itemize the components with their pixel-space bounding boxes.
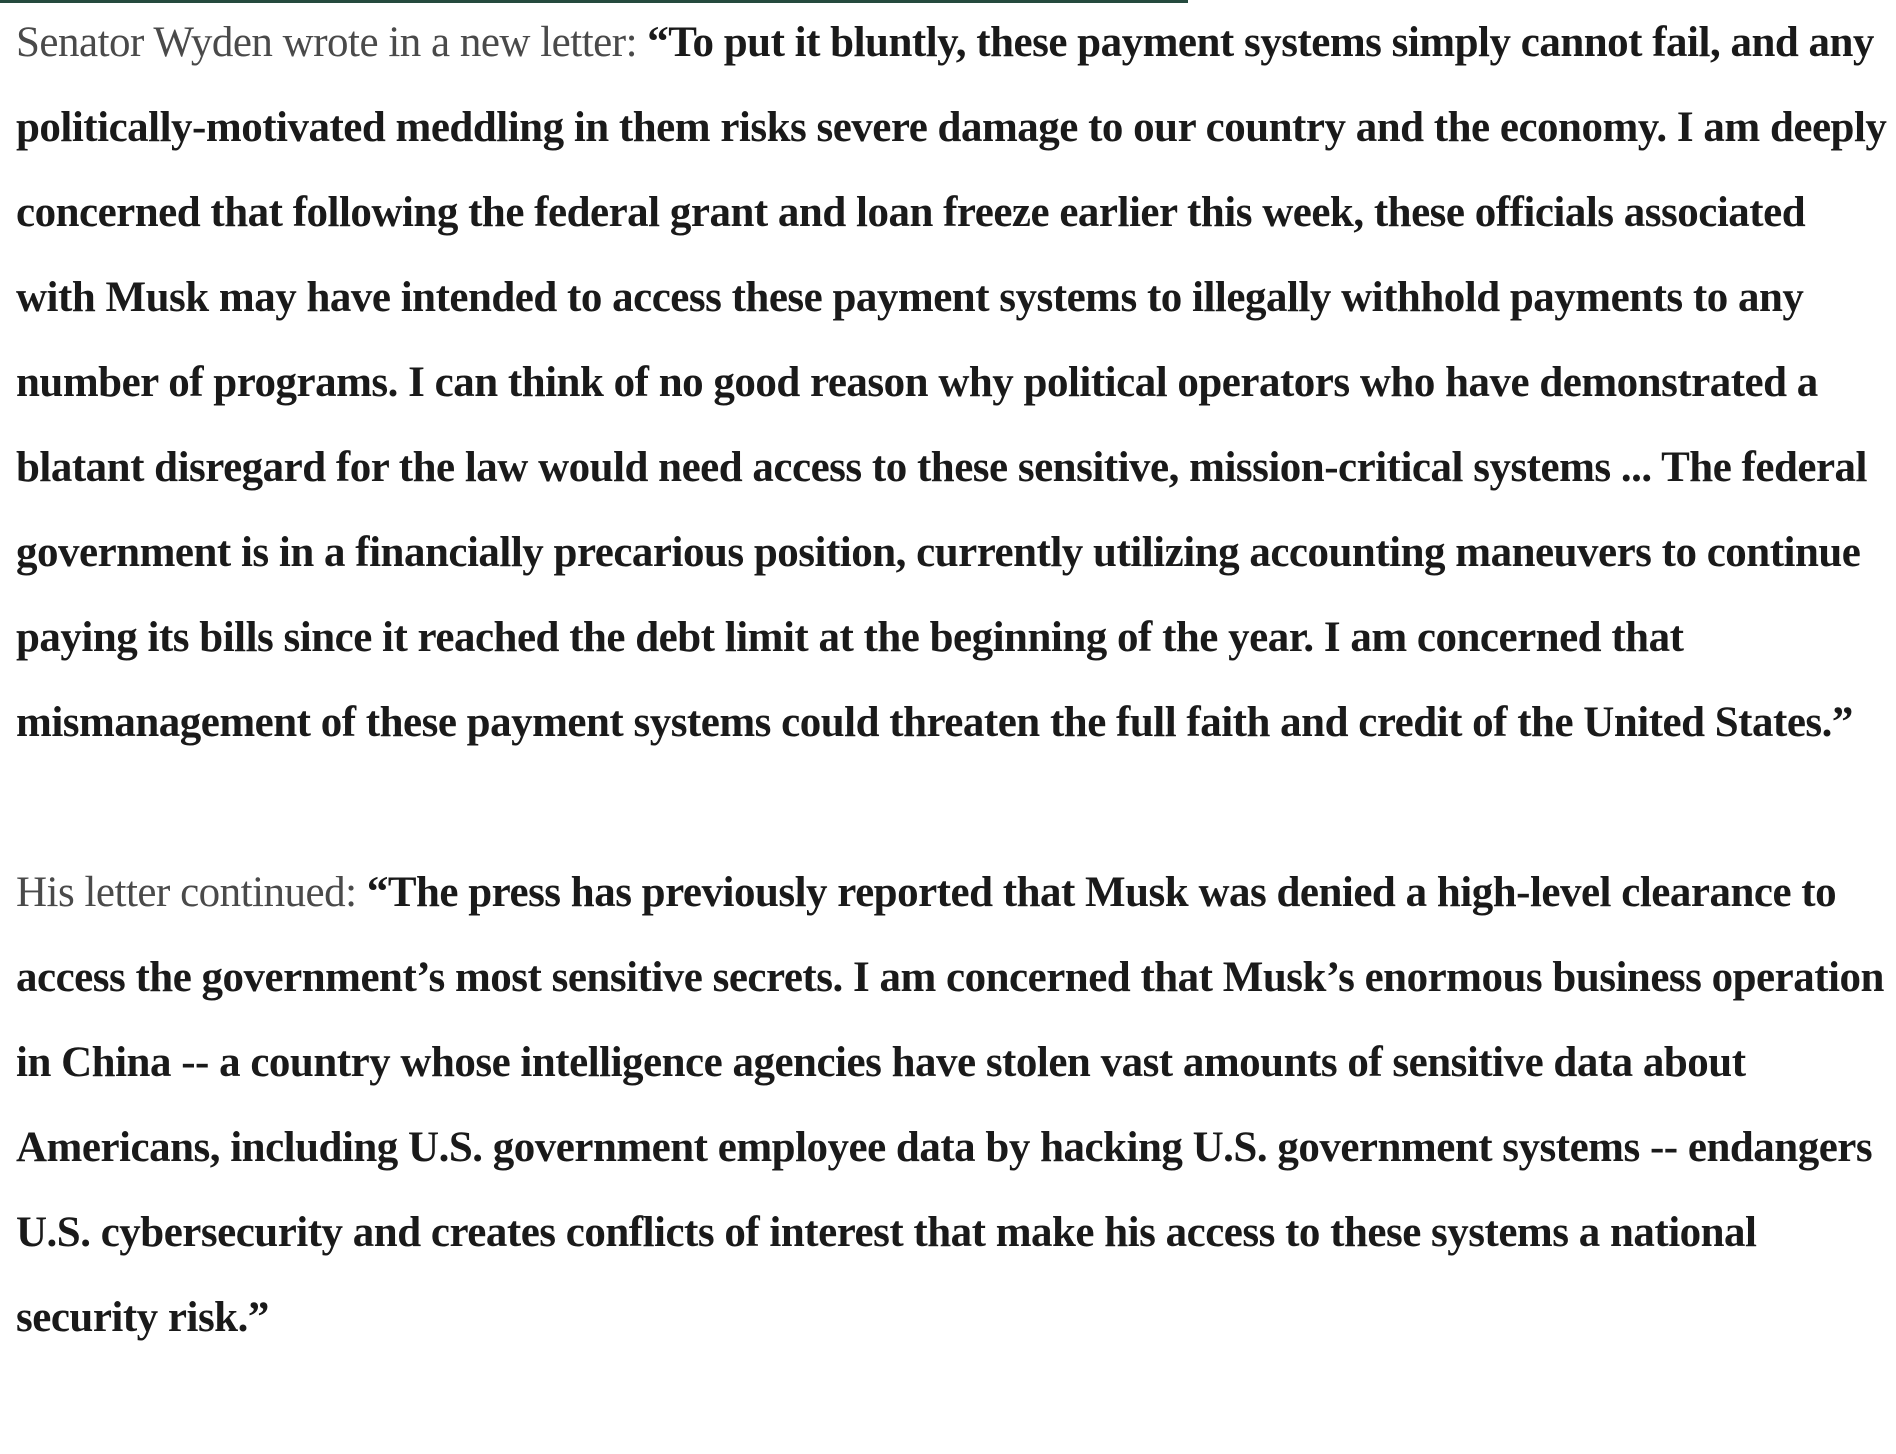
paragraph-lead: His letter continued: [16,869,367,916]
paragraph-quote: “To put it bluntly, these payment systems simply cannot fail, and any politically-motivated meddling in them risks severe damage to our country and the economy. I am deeply concerned that following the federal grant and loan freeze earlier this week, these officials associated with Musk may have intended to access these payment systems to illegally withhold payments to any number of programs. I can think of no good reason why political operators who have demonstrated a blatant disregard for the law would need access to these sensitive, mission-critical systems ... The federal government is in a financially precarious position, currently utilizing accounting maneuvers to continue paying its bills since it reached the debt limit at the beginning of the year. I am concerned that mismanagement of these payment systems could threaten the full faith and credit of the United States.” [16,19,1887,746]
paragraph-letter-continued [16,850,1888,1360]
article-body [16,0,1888,1360]
paragraph-lead: Senator Wyden wrote in a new letter: [16,19,648,66]
paragraph-quote: “The press has previously reported that Musk was denied a high-level clearance to access the government’s most sensitive secrets. I am concerned that Musk’s enormous business operation in China -- a country whose intelligence agencies have stolen vast amounts of sensitive data about Americans, including U.S. government employee data by hacking U.S. government systems -- endangers U.S. cybersecurity and creates conflicts of interest that make his access to these systems a national security risk.” [16,869,1884,1341]
paragraph-wyden-letter [16,0,1888,765]
